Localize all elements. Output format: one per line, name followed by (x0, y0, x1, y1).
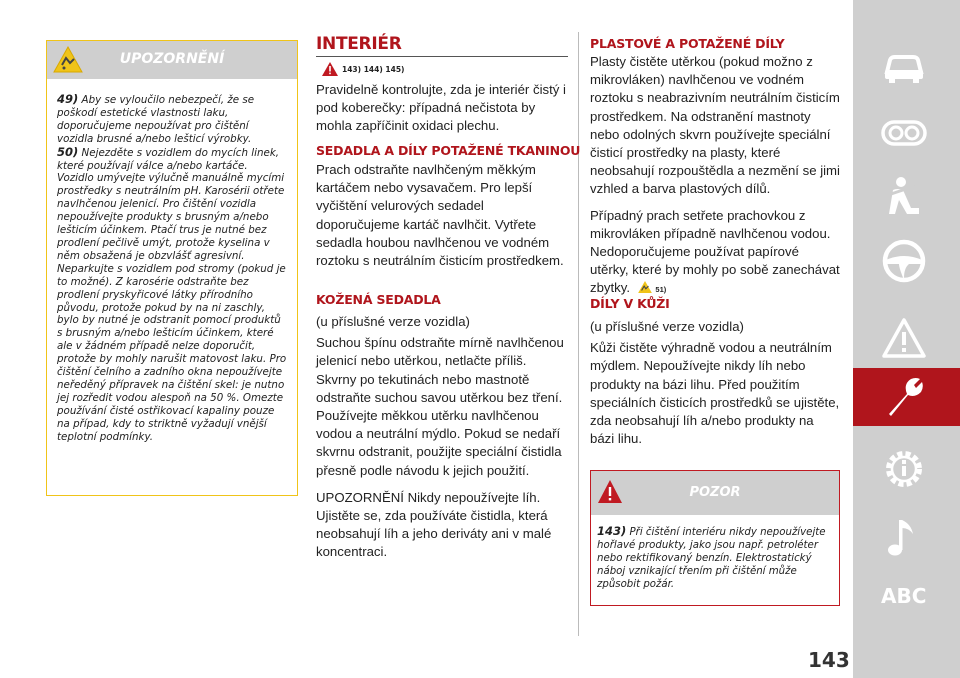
sidebar-item-multimedia[interactable] (853, 508, 960, 566)
seats-title: SEDADLA A DÍLY POTAŽENÉ TKANINOU (316, 143, 581, 158)
gear-info-icon (881, 446, 927, 492)
sidebar-item-car[interactable] (853, 38, 960, 96)
leather-seats-text: (u příslušné verze vozidla) Suchou špínu odstraňte mírně navlhčenou jelenicí nebo utěrkou, netlačte příliš. Skvrny po tekutinách nebo mastnotě odstraňte suchou savou utěrkou bez tření. Používejte měkkou utěrku navlhčenou vodou a neutrální mýdlo. Pokud se nedaří skvrnu odstranit, použijte speciální čistidla přesně podle návodu k jejich použití. UPOZORNĚNÍ Nikdy nepoužívejte líh. Ujistěte se, zda používáte čistidla, která neobsahují líh a jeho deriváty ani v malé koncentraci. (316, 314, 564, 560)
upozorneni-title: UPOZORNĚNÍ (119, 51, 225, 67)
leather-parts-title: DÍLY V KŮŽI (590, 296, 670, 311)
music-note-icon (881, 514, 927, 560)
dashboard-gauges-icon (881, 110, 927, 156)
warning-item-49: 49) Aby se vyloučilo nebezpečí, že se poškodí estetické vlastnosti laku, doporučujeme nepoužívat pro čištění vozidla brusné a/nebo lešticí výrobky. (57, 92, 255, 145)
sidebar-item-dashboard[interactable] (853, 104, 960, 162)
page-number: 143 (808, 648, 850, 672)
column-divider (578, 32, 579, 636)
pozor-header (591, 471, 839, 515)
plastic-parts-text: Plasty čistěte utěrkou (pokud možno z mikrovláken) navlhčenou ve vodném roztoku s neabrazivním neutrálním čisticím prostředkem. Na odstranění mastnoty nebo odolných skvrn používejte speciální čisticí prostředky na plasty, které neobsahují rozpouštědla a nezmění se jimi vzhled a barva plastových dílů. Případný prach setřete prachovkou z mikrovláken případně navlhčenou vodou. Nedoporučujeme používat papírové utěrky, které by mohly po sobě zanechávat zbytky. 51) (590, 54, 840, 296)
upozorneni-box (46, 40, 298, 496)
interior-refs: 143) 144) 145) (342, 65, 405, 74)
pozor-body: 143) Při čištění interiéru nikdy nepoužívejte hořlavé produkty, jako jsou např. petroléter nebo rektifikovaný benzín. Elektrostatický náboj vznikající třením při čištění může způsobit požár. (597, 524, 826, 590)
warning-yellow-small-icon (638, 281, 652, 293)
sidebar-item-maintenance[interactable] (853, 368, 960, 426)
sidebar-item-driving[interactable] (853, 232, 960, 290)
seats-text: Prach odstraňte navlhčeným měkkým kartáčem nebo vysavačem. Pro lepší vyčištění velurových sedadel doporučujeme kartáč navlhčit. Vytřete sedadla houbou navlhčenou ve vodném roztoku s neutrálním čisticím prostředkem. (316, 162, 564, 269)
sidebar-item-emergency[interactable] (853, 310, 960, 368)
upozorneni-header (47, 41, 297, 79)
warning-triangle-icon (881, 316, 927, 362)
warning-red-icon (322, 62, 338, 76)
chapter-sidebar (853, 0, 960, 678)
leather-parts-text: (u příslušné verze vozidla) Kůži čistěte výhradně vodou a neutrálním mýdlem. Nepoužívejte nikdy líh nebo produkty na bázi lihu. Před použitím speciálních čisticích prostředků se ujistěte, zda neobsahují líh a/nebo produkty na bázi lihu. (590, 319, 840, 447)
pozor-box (590, 470, 840, 606)
warning-item-50: 50) Nejezděte s vozidlem do mycích linek, které používají válce a/nebo kartáče. Vozidlo umývejte výlučně manuálně mycími prostředky s neutrálním pH. Karosérii otřete navlhčenou jelenicí. Pro čištění vozidla nepoužívejte produkty s brusným a/nebo lešticím účinkem. Ptačí trus je nutné bez prodlení pečlivě umýt, protože kyselina v něm obsažená je obzvlášť agresivní. Neparkujte s vozidlem pod stromy (pokud je to možné). Z karosérie odstraňte bez prodlení pryskyřicové látky přírodního původu, protože pokud by na ni zaschly, bylo by nutné je odstranit pomocí produktů s brusným a/nebo lešticím účinkem, které ale v žádném případě nelze doporučit, protože by mohly narušit matovost laku. Pro čištění čelního a zadního okna nepoužívejte neředěný přípravek na čištění skel: je nutno jej rozředit vodou alespoň na 50 %. Omezte používání čisté ostřikovací kapaliny pouze na případ, kdy to striktně vyžadují vnější teplotní podmínky. (57, 144, 287, 443)
sidebar-item-safety[interactable] (853, 168, 960, 226)
car-icon (881, 44, 927, 90)
interior-title: INTERIÉR (316, 34, 568, 57)
steering-wheel-icon (881, 238, 927, 284)
wrench-icon (881, 374, 927, 420)
seatbelt-person-icon (881, 174, 927, 220)
sidebar-item-specs[interactable] (853, 440, 960, 498)
leather-seats-title: KOŽENÁ SEDADLA (316, 292, 441, 307)
plastic-parts-title: PLASTOVÉ A POTAŽENÉ DÍLY (590, 36, 785, 51)
sidebar-item-index[interactable]: ABC (881, 584, 927, 608)
pozor-title: POZOR (689, 485, 741, 500)
upozorneni-body (47, 79, 297, 443)
interior-intro: Pravidelně kontrolujte, zda je interiér čistý i pod koberečky: případná nečistota by mohla zapříčinit oxidaci plechu. (316, 82, 566, 134)
